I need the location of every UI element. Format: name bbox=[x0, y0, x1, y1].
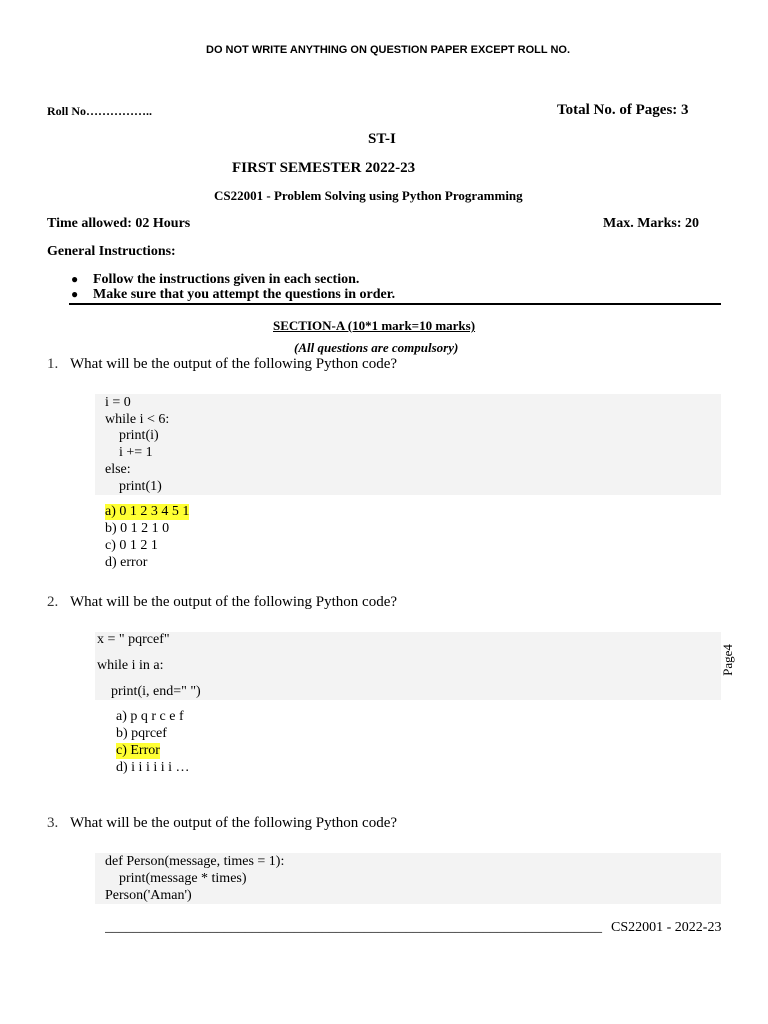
code-line: print(message * times) bbox=[105, 871, 247, 886]
code-block bbox=[95, 394, 721, 495]
test-name: ST-I bbox=[368, 131, 396, 147]
code-line: else: bbox=[105, 462, 131, 477]
instructions-list bbox=[69, 272, 395, 302]
semester-title: FIRST SEMESTER 2022-23 bbox=[232, 160, 416, 176]
page-side-label: Page4 bbox=[719, 644, 735, 676]
total-pages: Total No. of Pages: 3 bbox=[557, 102, 689, 118]
question-number: 2. bbox=[47, 594, 59, 610]
header-divider bbox=[69, 303, 721, 305]
code-line: while i in a: bbox=[97, 658, 164, 673]
question-text: What will be the output of the following Python code? bbox=[70, 815, 398, 831]
footer-rule: _______________________________________________________________________ bbox=[105, 920, 602, 935]
section-title: SECTION-A (10*1 mark=10 marks) bbox=[273, 318, 476, 333]
instruction-item bbox=[69, 287, 395, 302]
roll-number-field: Roll No…………….. bbox=[47, 104, 152, 118]
answer-option: b) pqrcef bbox=[116, 726, 167, 741]
code-line: print(i) bbox=[105, 428, 159, 443]
answer-option-highlighted: a) 0 1 2 3 4 5 1 bbox=[105, 504, 190, 519]
question-number: 3. bbox=[47, 815, 59, 831]
code-line: i = 0 bbox=[105, 395, 131, 410]
code-line: while i < 6: bbox=[105, 412, 170, 427]
answer-option: d) error bbox=[105, 555, 148, 570]
code-line: x = " pqrcef" bbox=[97, 632, 170, 647]
answer-option: d) i i i i i i … bbox=[116, 760, 190, 775]
code-line: def Person(message, times = 1): bbox=[105, 854, 285, 869]
instruction-text: Follow the instructions given in each section. bbox=[93, 272, 360, 287]
general-instructions-heading: General Instructions: bbox=[47, 244, 176, 259]
code-line: i += 1 bbox=[105, 445, 153, 460]
question-text: What will be the output of the following Python code? bbox=[70, 594, 398, 610]
code-block bbox=[95, 632, 721, 700]
code-line: Person('Aman') bbox=[105, 888, 192, 903]
course-title: CS22001 - Problem Solving using Python Programming bbox=[214, 188, 523, 203]
answer-option: c) 0 1 2 1 bbox=[105, 538, 158, 553]
question-text: What will be the output of the following Python code? bbox=[70, 356, 398, 372]
answer-option: a) p q r c e f bbox=[116, 709, 184, 724]
question-number: 1. bbox=[47, 356, 59, 372]
time-allowed: Time allowed: 02 Hours bbox=[47, 216, 191, 231]
instruction-item bbox=[69, 272, 395, 287]
footer-course-code: CS22001 - 2022-23 bbox=[611, 920, 722, 935]
code-line: print(i, end=" ") bbox=[97, 684, 201, 699]
bullet-icon: ● bbox=[71, 287, 79, 301]
code-line: print(1) bbox=[105, 479, 162, 494]
bullet-icon: ● bbox=[71, 272, 79, 286]
instruction-text: Make sure that you attempt the questions in order. bbox=[93, 287, 396, 302]
answer-option: b) 0 1 2 1 0 bbox=[105, 521, 170, 536]
answer-option-highlighted: c) Error bbox=[116, 743, 160, 758]
section-subtitle: (All questions are compulsory) bbox=[294, 340, 459, 355]
max-marks: Max. Marks: 20 bbox=[603, 216, 700, 231]
code-block bbox=[95, 853, 721, 904]
exam-notice: DO NOT WRITE ANYTHING ON QUESTION PAPER EXCEPT ROLL NO. bbox=[206, 44, 571, 56]
